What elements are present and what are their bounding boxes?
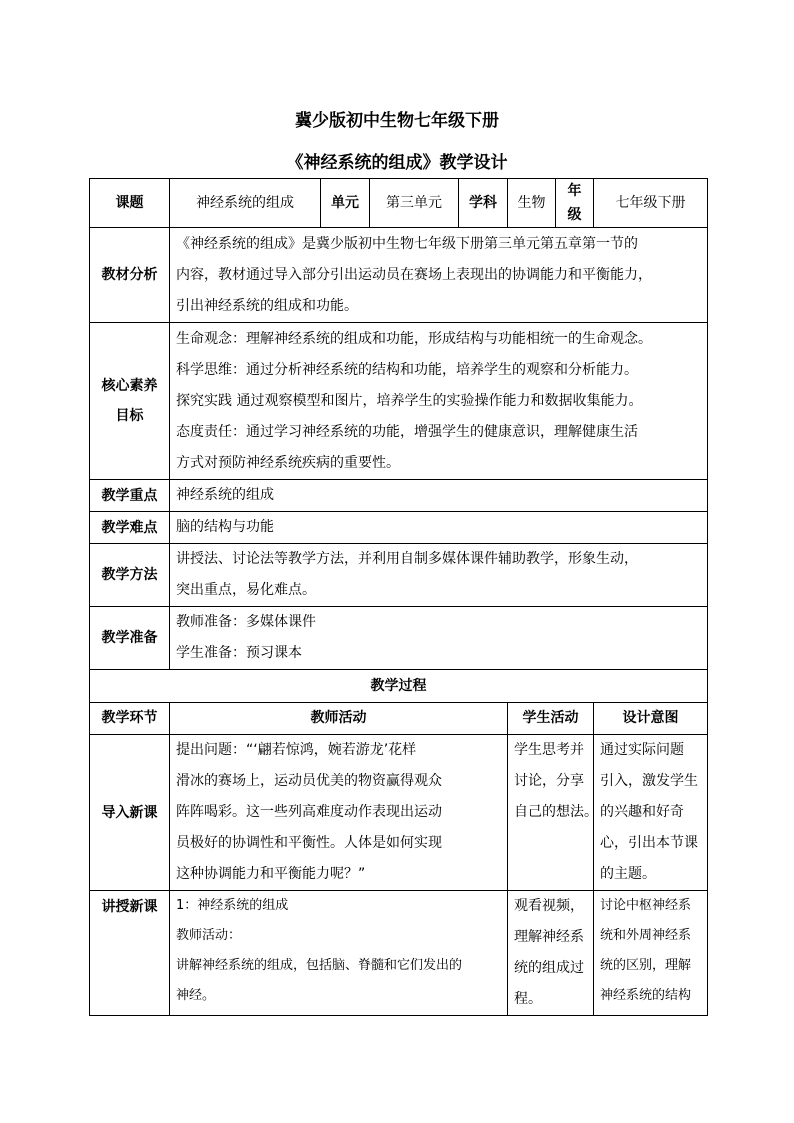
goals-line: 态度责任：通过学习神经系统的功能，增强学生的健康意识，理解健康生活: [176, 423, 638, 440]
analysis-content: [170, 228, 708, 323]
method-line: 讲授法、讨论法等教学方法，并利用自制多媒体课件辅助教学，形象生动，: [176, 551, 638, 567]
lecture-row: [90, 891, 708, 1016]
lecture-design-intent: 讨论中枢神经系 统和外周神经系 统的区别，理解 神经系统的结构: [594, 891, 708, 1016]
col-teacher-header: 教师活动: [170, 703, 508, 735]
unit-value: 第三单元: [370, 179, 459, 228]
key-point-row: [90, 480, 708, 512]
subject-value: 生物: [508, 179, 556, 228]
intro-teacher-activity: 提出问题：“‘翩若惊鸿，婉若游龙’花样 滑冰的赛场上，运动员优美的物资赢得观众 阵阵喝彩。这一些列高难度动作表现出运动 员极好的协调性和平衡性。人体是如何实现 这种协调能力和平衡能力呢？”: [170, 735, 508, 891]
method-content: [170, 544, 708, 607]
goals-row: [90, 323, 708, 480]
unit-label: 单元: [321, 179, 370, 228]
difficulty-row: [90, 512, 708, 544]
intro-design-intent: 通过实际问题 引入，激发学生 的兴趣和好奇 心，引出本节课 的主题。: [594, 735, 708, 891]
method-row: [90, 544, 708, 607]
document-title: 冀少版初中生物七年级下册: [295, 111, 499, 131]
prep-line: 学生准备：预习课本: [176, 645, 302, 661]
analysis-line: 《神经系统的组成》是冀少版初中生物七年级下册第三单元第五章第一节的: [176, 235, 638, 252]
prep-content: [170, 607, 708, 670]
lecture-teacher-activity: 1：神经系统的组成 教师活动： 讲解神经系统的组成，包括脑、脊髓和它们发出的 神经。: [170, 891, 508, 1016]
prep-label: 教学准备: [90, 607, 170, 670]
header-row: [90, 179, 708, 228]
topic-label: 课题: [90, 179, 170, 228]
method-line: 突出重点，易化难点。: [176, 582, 316, 598]
col-student-header: 学生活动: [508, 703, 594, 735]
method-label: 教学方法: [90, 544, 170, 607]
subject-label: 学科: [459, 179, 508, 228]
key-point-value: 神经系统的组成: [170, 480, 708, 512]
intro-student-activity: 学生思考并 讨论，分享 自己的想法。: [508, 735, 594, 891]
prep-line: 教师准备：多媒体课件: [176, 614, 316, 630]
lecture-student-activity: 观看视频， 理解神经系 统的组成过 程。: [508, 891, 594, 1016]
process-title: 教学过程: [90, 670, 708, 703]
goals-line: 探究实践 通过观察模型和图片，培养学生的实验操作能力和数据收集能力。: [176, 392, 643, 409]
document-subtitle: 《神经系统的组成》教学设计: [286, 153, 508, 173]
grade-label: 年级: [556, 179, 594, 228]
difficulty-value: 脑的结构与功能: [170, 512, 708, 544]
col-stage-header: 教学环节: [90, 703, 170, 735]
difficulty-label: 教学难点: [90, 512, 170, 544]
lesson-plan-table: [89, 178, 708, 1016]
analysis-line: 内容，教材通过导入部分引出运动员在赛场上表现出的协调能力和平衡能力，: [176, 266, 652, 283]
goals-content: [170, 323, 708, 480]
analysis-line: 引出神经系统的组成和功能。: [176, 297, 358, 314]
intro-stage: 导入新课: [90, 735, 170, 891]
prep-row: [90, 607, 708, 670]
process-header-row: [90, 703, 708, 735]
analysis-row: [90, 228, 708, 323]
key-point-label: 教学重点: [90, 480, 170, 512]
col-intent-header: 设计意图: [594, 703, 708, 735]
grade-value: 七年级下册: [594, 179, 708, 228]
analysis-label: 教材分析: [90, 228, 170, 323]
intro-row: [90, 735, 708, 891]
goals-line: 方式对预防神经系统疾病的重要性。: [176, 454, 400, 471]
goals-line: 科学思维：通过分析神经系统的结构和功能，培养学生的观察和分析能力。: [176, 361, 638, 378]
goals-line: 生命观念：理解神经系统的组成和功能，形成结构与功能相统一的生命观念。: [176, 330, 652, 347]
process-title-row: [90, 670, 708, 703]
goals-label: 核心素养 目标: [90, 323, 170, 480]
lecture-stage: 讲授新课: [90, 891, 170, 1016]
topic-value: 神经系统的组成: [170, 179, 321, 228]
